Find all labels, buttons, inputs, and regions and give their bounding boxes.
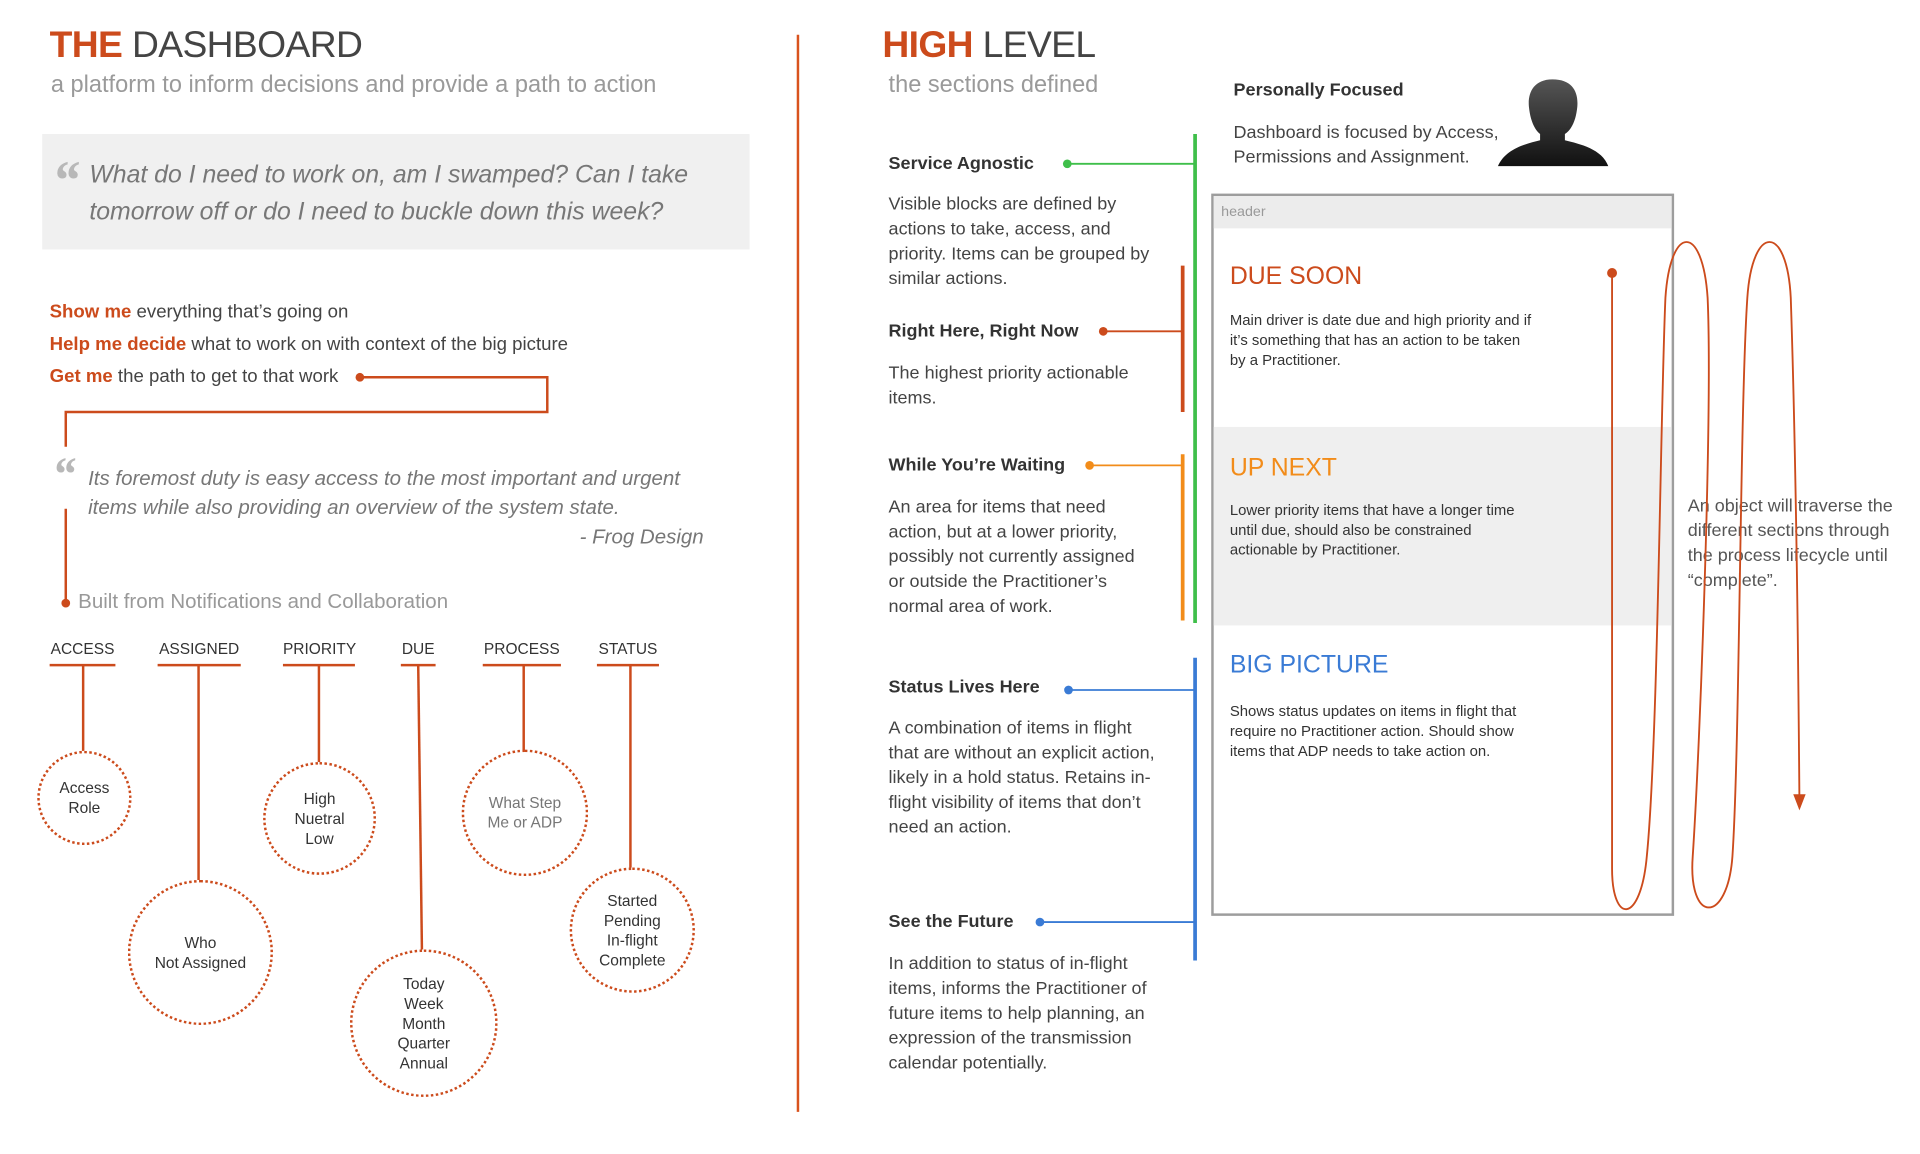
arrow-down-icon: [1793, 794, 1805, 810]
mockup-header: header: [1214, 196, 1672, 228]
lifecycle-loop: [1612, 242, 1799, 909]
lifecycle-note: An object will traverse the different sections through the process lifecycle until “complete”.: [1687, 496, 1893, 591]
quote-text: What do I need to work on, am I swamped? Can I take tomorrow off or do I need to buckle down this week?: [89, 161, 689, 226]
category-assigned: ASSIGNED: [159, 640, 240, 658]
dashboard-title: THE DASHBOARD: [49, 24, 363, 66]
band-body-big-picture: Shows status updates on items in flight that require no Practitioner action. Should show items that ADP needs to take action on.: [1229, 702, 1517, 760]
process-values-circle: What Step Me or ADP: [462, 750, 589, 877]
section-title-right-here: Right Here, Right Now: [888, 321, 1079, 342]
quote2-mark-icon: “: [52, 449, 76, 502]
section-body-service-agnostic: Visible blocks are defined by actions to take, access, and priority. Items can be grouped by similar actions.: [888, 194, 1150, 290]
band-title-due-soon: DUE SOON: [1229, 263, 1363, 291]
section-body-right-here: The highest priority actionable items.: [888, 363, 1129, 409]
band-body-up-next: Lower priority items that have a longer time until due, should also be constrained actionable by Practitioner.: [1229, 501, 1515, 559]
priority-values-circle: High Nuetral Low: [263, 762, 376, 875]
high-level-title: HIGH LEVEL: [882, 24, 1096, 66]
section-title-while-waiting: While You’re Waiting: [888, 455, 1066, 476]
category-process: PROCESS: [483, 640, 560, 658]
due-values-circle: Today Week Month Quarter Annual: [350, 949, 498, 1097]
frog-quote: Its foremost duty is easy access to the most important and urgent items while also providing an overview of the system state.: [88, 467, 680, 519]
built-from-label: Built from Notifications and Collaboration: [78, 590, 449, 614]
personally-focused-body: Dashboard is focused by Access, Permissions and Assignment.: [1233, 122, 1499, 168]
section-body-while-waiting: An area for items that need action, but at a lower priority, possibly not currently assigned or outside the Practitioner’s normal area of work.: [888, 497, 1135, 617]
band-title-up-next: UP NEXT: [1229, 454, 1337, 482]
high-level-subtitle: the sections defined: [888, 71, 1099, 99]
category-access: ACCESS: [50, 640, 115, 658]
status-values-circle: Started Pending In-flight Complete: [570, 867, 695, 992]
access-values-circle: Access Role: [37, 751, 131, 845]
personally-focused-title: Personally Focused: [1233, 80, 1404, 101]
section-title-future: See the Future: [888, 912, 1014, 932]
section-body-future: In addition to status of in-flight items, informs the Practitioner of future items to help planning, an expression of the transmission calendar potentially.: [888, 954, 1147, 1074]
quote-mark-icon: “: [52, 150, 80, 211]
category-status: STATUS: [598, 640, 658, 658]
dashboard-subtitle: a platform to inform decisions and provide a path to action: [50, 71, 657, 99]
band-title-big-picture: BIG PICTURE: [1229, 651, 1389, 679]
band-body-due-soon: Main driver is date due and high priority and if it’s something that has an action to be taken by a Practitioner.: [1229, 311, 1532, 369]
section-title-status: Status Lives Here: [888, 677, 1040, 698]
section-title-service-agnostic: Service Agnostic: [888, 153, 1034, 174]
section-body-status: A combination of items in flight that are without an explicit action, likely in a hold status. Retains in-flight visibility of items that don’t need an action.: [888, 718, 1155, 838]
frog-attribution: - Frog Design: [579, 526, 704, 549]
want-help-me-decide: Help me decide what to work on with context of the big picture: [49, 333, 569, 355]
assigned-values-circle: Who Not Assigned: [128, 880, 273, 1025]
want-show-me: Show me everything that’s going on: [49, 301, 349, 323]
want-get-me: Get me the path to get to that work: [49, 366, 339, 388]
category-priority: PRIORITY: [282, 640, 357, 658]
category-due: DUE: [401, 640, 435, 658]
